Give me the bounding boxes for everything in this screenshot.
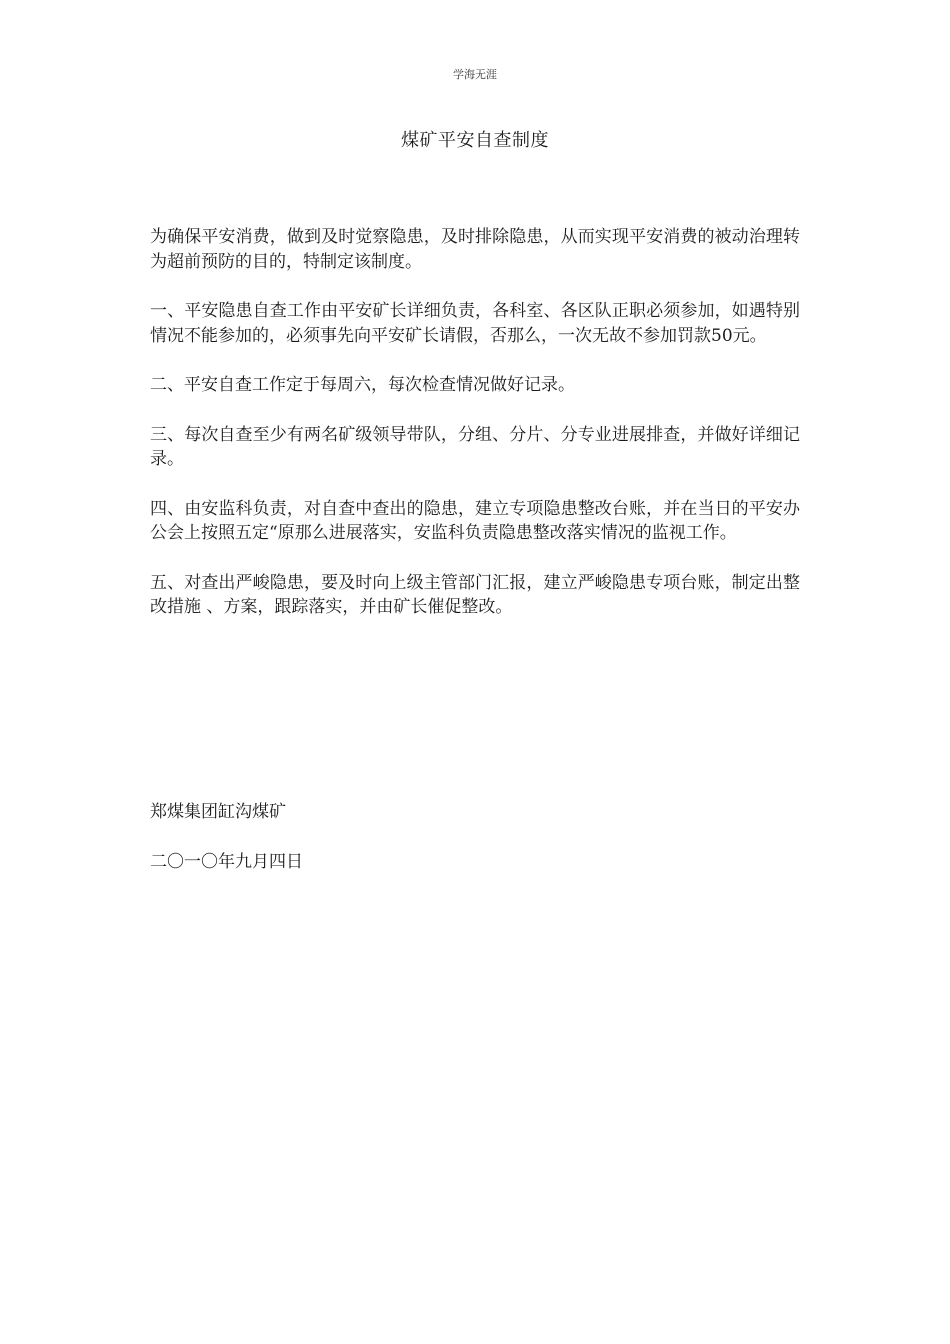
page-header: 学海无涯 [453, 68, 497, 81]
document-title: 煤矿平安自查制度 [401, 130, 549, 151]
paragraph-intro: 为确保平安消费，做到及时觉察隐患，及时排除隐患，从而实现平安消费的被动治理转为超前预防的目的，特制定该制度。 [150, 227, 800, 272]
paragraph-2: 二、平安自查工作定于每周六，每次检查情况做好记录。 [150, 375, 575, 395]
document-body [150, 225, 800, 645]
signature-organization: 郑煤集团缸沟煤矿 [150, 802, 286, 822]
paragraph-1: 一、平安隐患自查工作由平安矿长详细负责，各科室、各区队正职必须参加，如遇特别情况不能参加的，必须事先向平安矿长请假，否那么，一次无故不参加罚款50元。 [150, 301, 800, 346]
signature-date: 二〇一〇年九月四日 [150, 852, 303, 872]
paragraph-4: 四、由安监科负责，对自查中查出的隐患，建立专项隐患整改台账，并在当日的平安办公会上按照五定“原那么进展落实，安监科负责隐患整改落实情况的监视工作。 [150, 498, 800, 543]
paragraph-5: 五、对查出严峻隐患，要及时向上级主管部门汇报，建立严峻隐患专项台账，制定出整改措施 、方案，跟踪落实，并由矿长催促整改。 [150, 572, 800, 617]
paragraph-3: 三、每次自查至少有两名矿级领导带队，分组、分片、分专业进展排查，并做好详细记录。 [150, 424, 800, 469]
